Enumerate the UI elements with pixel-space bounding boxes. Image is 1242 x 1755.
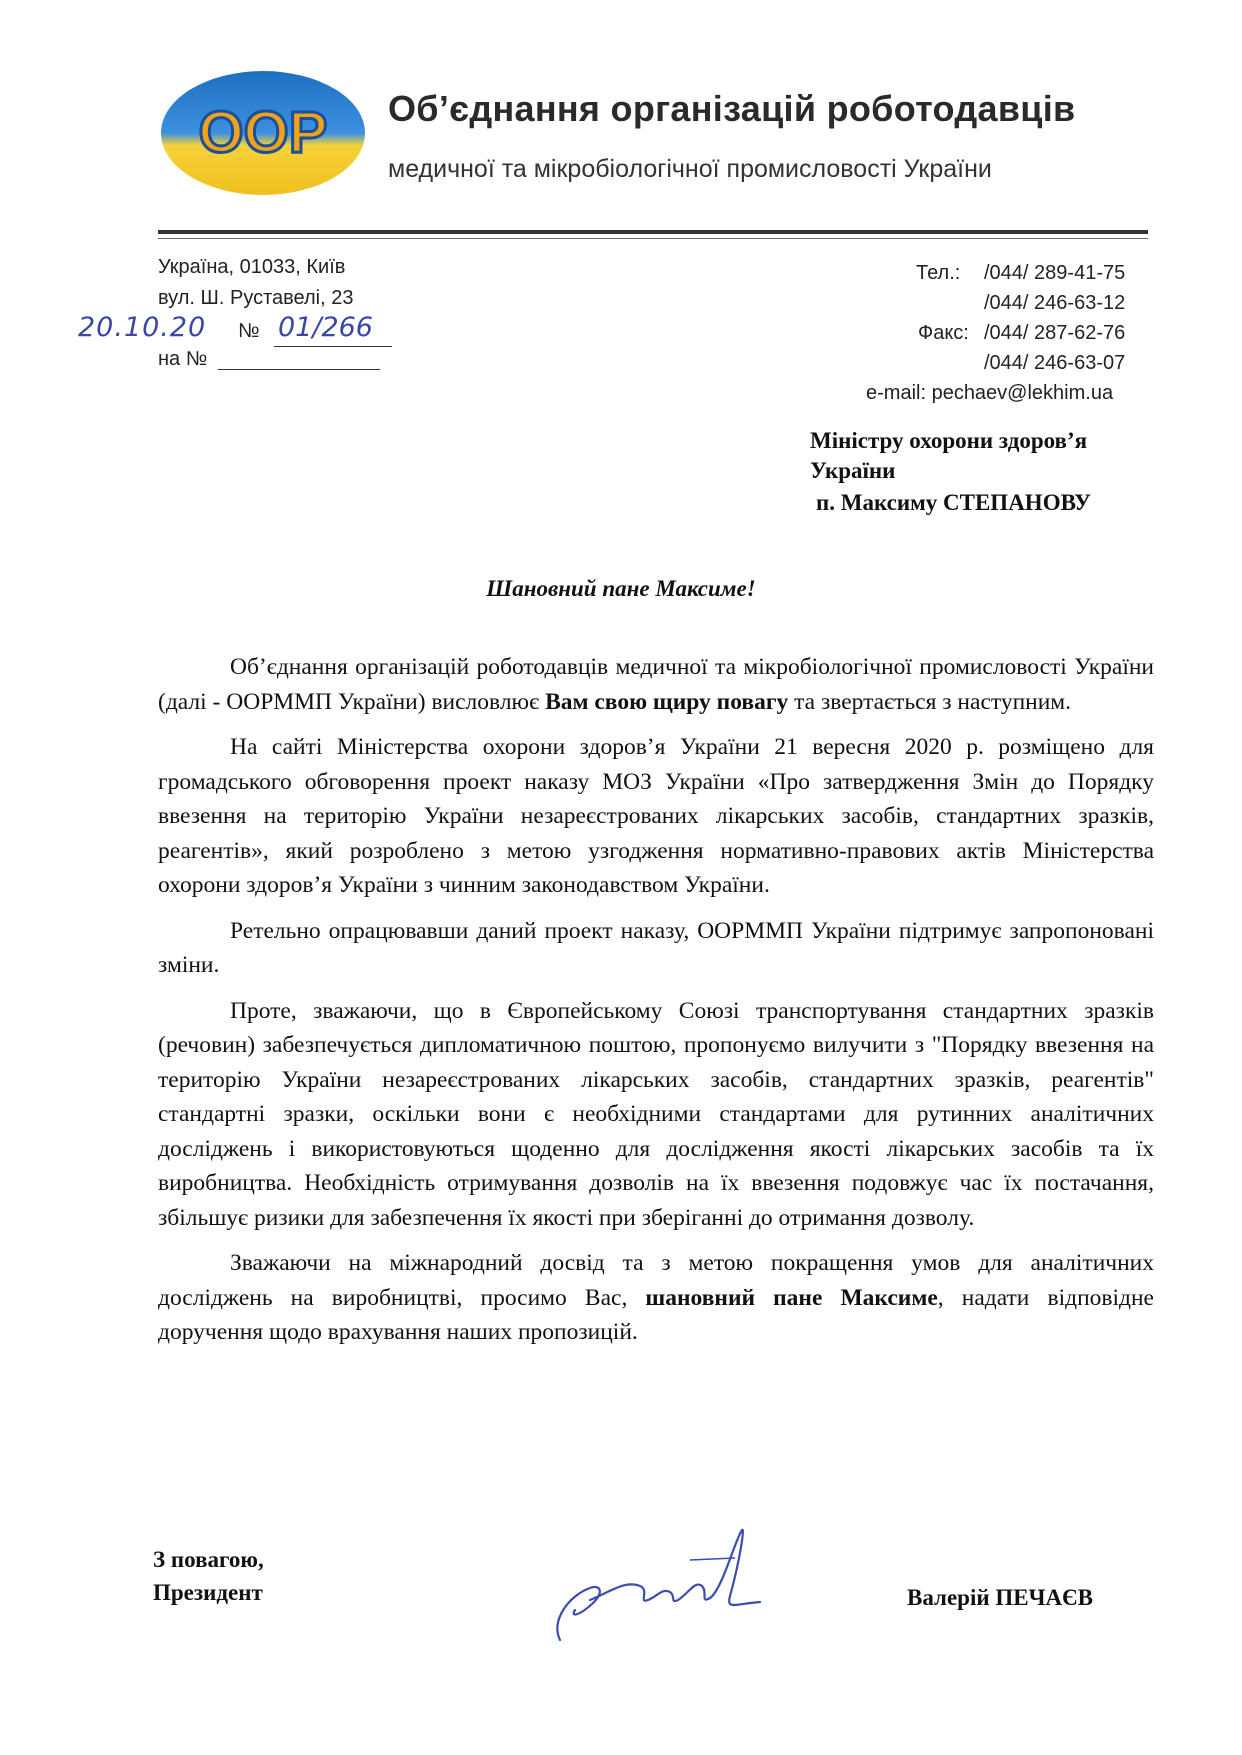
fax-label: Факс: [918,322,969,344]
number-underline [274,346,392,347]
recipient-line-3: п. Максиму СТЕПАНОВУ [816,490,1091,515]
reference-label: на № [158,348,208,370]
letter-body [158,650,1154,1361]
address-line-2: вул. Ш. Руставелі, 23 [158,287,354,309]
salutation: Шановний пане Максиме! [486,576,756,601]
tel-number-1: /044/ 289-41-75 [984,262,1126,284]
fax-number-2: /044/ 246-63-07 [984,352,1126,374]
number-label: № [238,320,260,342]
paragraph-3: Ретельно опрацювавши даний проект наказу, ООРММП України підтримує запропоновані зміни. [158,917,1154,978]
handwritten-signature [530,1500,790,1650]
paragraph-5-emphasis: шановний пане Максиме [645,1284,938,1311]
paragraph-5-text: Зважаючи на міжнародний досвід та з метою покращення умов для аналітичних досліджень на виробництві, просимо Вас, [158,1250,1154,1311]
paragraph-5 [158,1246,1154,1350]
paragraph-2: На сайті Міністерства охорони здоров’я України 21 вересня 2020 р. розміщено для громадського обговорення проект наказу МОЗ України «Про затвердження Змін до Порядку ввезення на територію України незареєстрованих лікарських засобів, стандартних зразків, реагентів», який розроблено з метою узгодження нормативно-правових актів Міністерства охорони здоров’я України з чинним законодавством України. [158,734,1154,898]
reference-underline [218,369,380,370]
header-rule-thick [158,230,1148,234]
paragraph-1-tail: та звертається з наступним. [788,688,1072,715]
logo-lettering: ООР [198,100,328,165]
signer-name: Валерій ПЕЧАЄВ [907,1585,1093,1610]
org-subtitle: медичної та мікробіологічної промисловості України [388,155,992,183]
paragraph-1-emphasis: Вам свою щиру повагу [545,688,789,715]
recipient-line-2: України [810,458,896,483]
closing-regards: З повагою, [153,1547,264,1572]
header-rule-thin [158,238,1148,239]
logo [158,68,368,198]
outgoing-registration [78,312,418,348]
tel-number-2: /044/ 246-63-12 [984,292,1126,314]
org-name: Об’єднання організацій роботодавців [388,88,1076,129]
signer-position: Президент [153,1580,263,1605]
paragraph-1-text: Об’єднання організацій роботодавців медичної та мікробіологічної промисловості України (далі - ООРММП України) висловлює [158,654,1154,715]
paragraph-4: Проте, зважаючи, що в Європейському Союзі транспортування стандартних зразків (речовин) забезпечується дипломатичною поштою, пропонуємо вилучити з "Порядку ввезення на територію України незареєстрованих лікарських засобів, стандартних зразків, реагентів" стандартні зразки, оскільки вони є необхідними стандартами для рутинних аналітичних досліджень і використовуються щоденно для дослідження якості лікарських засобів та їх виробництва. Необхідність отримування дозволів на їх ввезення подовжує час їх постачання, збільшує ризики для забезпечення їх якості при зберіганні до отримання дозволу. [158,997,1154,1231]
outgoing-number: 01/266 [278,312,373,343]
email: e-mail: pechaev@lekhim.ua [866,382,1114,404]
address-line-1: Україна, 01033, Київ [158,256,346,278]
paragraph-5-tail: , надати відповідне доручення щодо врахування наших пропозицій. [158,1284,1154,1345]
tel-label: Тел.: [916,262,961,284]
outgoing-date: 20.10.20 [78,312,207,343]
recipient-line-1: Міністру охорони здоров’я [810,428,1088,453]
fax-number-1: /044/ 287-62-76 [984,322,1126,344]
paragraph-1 [158,650,1154,719]
